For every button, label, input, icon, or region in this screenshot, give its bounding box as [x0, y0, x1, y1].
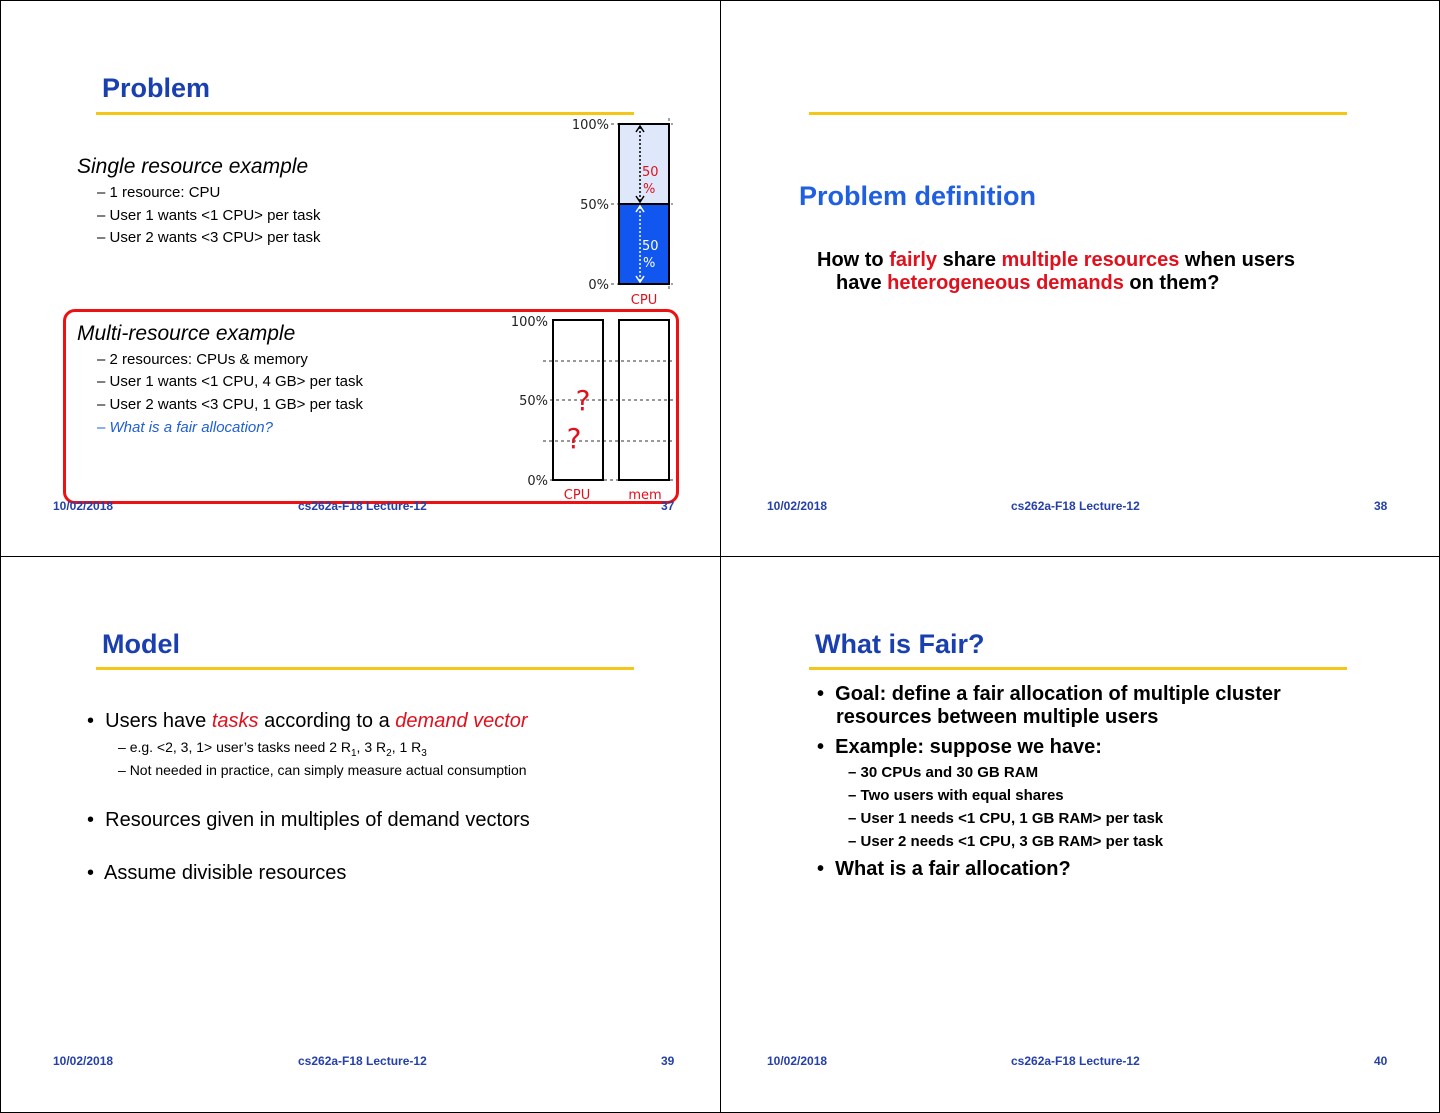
footer-date: 10/02/2018	[767, 499, 828, 513]
single-item-1: – 1 resource: CPU	[97, 184, 221, 201]
multi-resource-heading: Multi-resource example	[77, 322, 296, 345]
mem-bar	[619, 320, 669, 480]
multi-item-2: – User 1 wants <1 CPU, 4 GB> per task	[97, 373, 363, 390]
single-item-2: – User 1 wants <1 CPU> per task	[97, 207, 321, 224]
footer-course: cs262a-F18 Lecture-12	[298, 499, 427, 513]
title-rule	[809, 667, 1347, 670]
sub-user-2: – User 2 needs <1 CPU, 3 GB RAM> per task	[848, 833, 1164, 850]
multi-question: – What is a fair allocation?	[97, 419, 273, 436]
bullet-example: • Example: suppose we have:	[817, 736, 1102, 758]
single-resource-heading: Single resource example	[77, 155, 309, 178]
slide-37	[0, 0, 721, 557]
question-line-2: have heterogeneous demands on them?	[836, 272, 1220, 294]
multi-item-3: – User 2 wants <3 CPU, 1 GB> per task	[97, 396, 363, 413]
footer-course: cs262a-F18 Lecture-12	[298, 1054, 427, 1068]
tick-100: 100%	[510, 315, 548, 330]
slide-title: Model	[102, 629, 180, 659]
sub-example: – e.g. <2, 3, 1> user’s tasks need 2 $R_1$, 3 $R_2$, 1 $R_3$	[118, 739, 427, 759]
tick-0: 0%	[588, 278, 609, 293]
slide-title: Problem definition	[799, 181, 1037, 211]
slide-39	[0, 556, 721, 1113]
single-resource-chart	[561, 113, 681, 308]
x-label-cpu: CPU	[563, 488, 591, 503]
slide-38	[720, 0, 1440, 557]
footer-date: 10/02/2018	[53, 1054, 114, 1068]
upper-value-pct: %	[643, 182, 656, 197]
title-rule	[809, 112, 1347, 115]
question-mark-1: ?	[575, 384, 591, 417]
bullet-divisible: • Assume divisible resources	[87, 862, 347, 884]
question-mark-2: ?	[566, 422, 582, 455]
upper-value-label: 50	[642, 165, 659, 180]
tick-50: 50%	[580, 198, 609, 213]
footer-date: 10/02/2018	[53, 499, 114, 513]
bullet-fair-allocation: • What is a fair allocation?	[817, 858, 1071, 880]
bullet-goal: • Goal: define a fair allocation of multiple cluster	[817, 683, 1281, 705]
slide-40	[720, 556, 1440, 1113]
sub-not-needed: – Not needed in practice, can simply measure actual consumption	[118, 762, 527, 778]
footer-page: 40	[1374, 1054, 1388, 1068]
x-label-mem: mem	[628, 488, 662, 503]
bullet-goal-line-2: resources between multiple users	[836, 706, 1159, 728]
sub-cpus-ram: – 30 CPUs and 30 GB RAM	[848, 764, 1039, 781]
bullet-resources-multiples: • Resources given in multiples of demand vectors	[87, 809, 530, 831]
tick-100: 100%	[571, 118, 609, 133]
bullet-demand-vector: • Users have tasks according to a demand vector	[87, 710, 528, 732]
sub-user-1: – User 1 needs <1 CPU, 1 GB RAM> per task	[848, 810, 1164, 827]
multi-item-1: – 2 resources: CPUs & memory	[97, 351, 308, 368]
title-rule	[96, 667, 634, 670]
footer-page: 37	[661, 499, 675, 513]
slide-title: Problem	[102, 73, 211, 103]
tick-50: 50%	[519, 394, 548, 409]
footer-page: 38	[1374, 499, 1388, 513]
sub-two-users: – Two users with equal shares	[848, 787, 1064, 804]
single-item-3: – User 2 wants <3 CPU> per task	[97, 229, 321, 246]
footer-course: cs262a-F18 Lecture-12	[1011, 499, 1140, 513]
tick-0: 0%	[527, 474, 548, 489]
title-rule	[96, 112, 634, 115]
lower-value-pct: %	[643, 256, 656, 271]
footer-date: 10/02/2018	[767, 1054, 828, 1068]
footer-course: cs262a-F18 Lecture-12	[1011, 1054, 1140, 1068]
multi-resource-chart	[501, 309, 681, 504]
slide-title: What is Fair?	[815, 629, 985, 659]
footer-page: 39	[661, 1054, 675, 1068]
lower-value-label: 50	[642, 239, 659, 254]
x-label-cpu: CPU	[630, 293, 658, 308]
question-line-1: How to fairly share multiple resources when users	[817, 249, 1295, 271]
